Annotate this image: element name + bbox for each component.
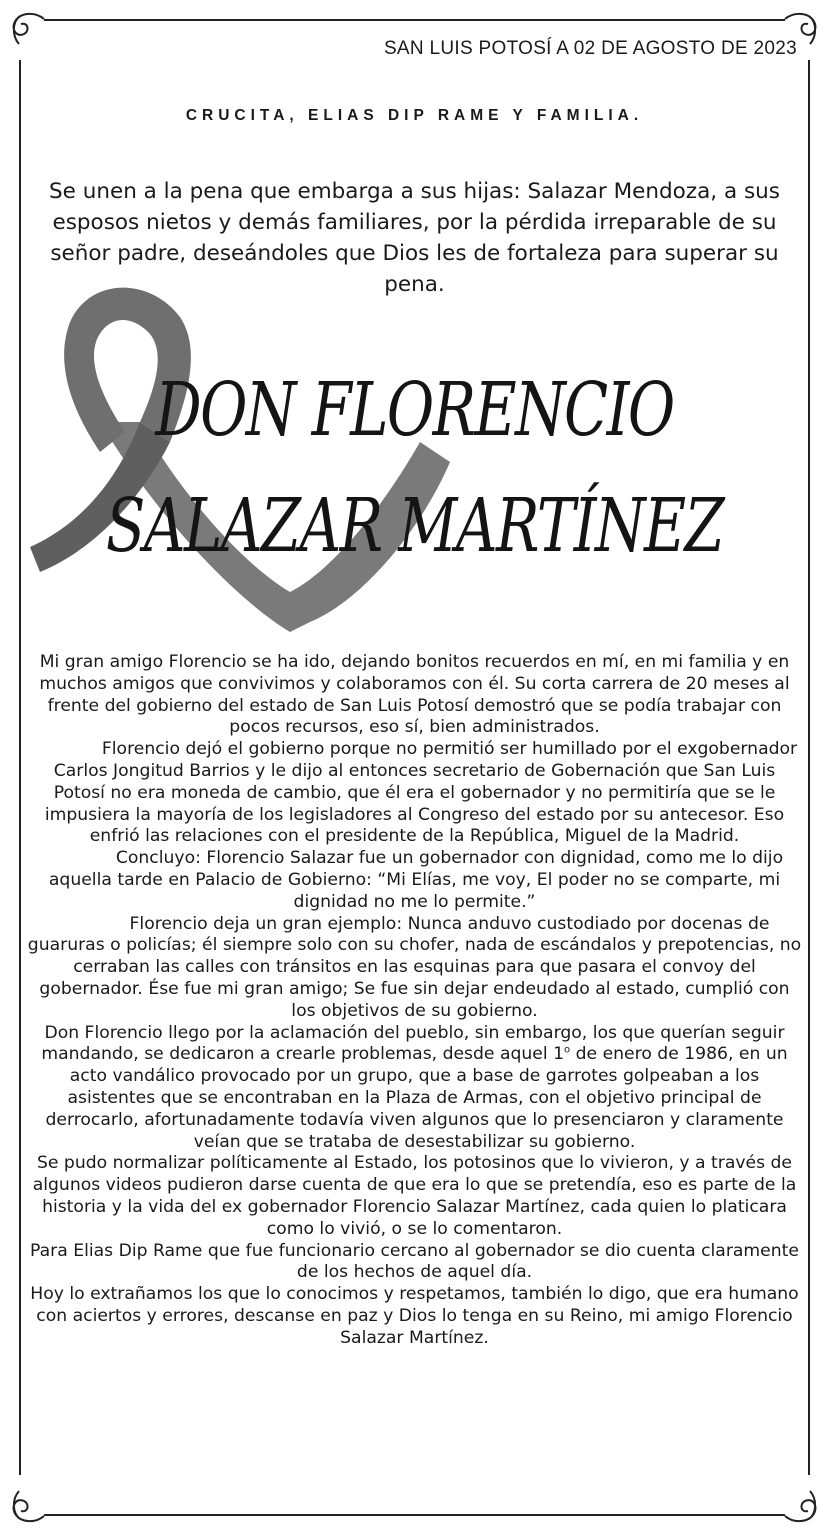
tribute-body	[26, 652, 803, 1350]
date-line: SAN LUIS POTOSÍ A 02 DE AGOSTO DE 2023	[383, 38, 797, 59]
frame-bottom-line	[44, 1514, 785, 1516]
deceased-name-line-2: SALAZAR MARTÍNEZ	[105, 483, 724, 569]
condolence-intro: Se unen a la pena que embarga a sus hijas: Salazar Mendoza, a sus esposos nietos y demás familiares, por la pérdida irreparable de su señor padre, deseándoles que Dios les de fortaleza para superar su pena.	[49, 179, 780, 297]
tribute-paragraph: Hoy lo extrañamos los que lo conocimos y respetamos, también lo digo, que era humano con aciertos y errores, descanse en paz y Dios lo tenga en su Reino, mi amigo Florencio Salazar Martínez.	[30, 1284, 799, 1348]
ordinal-superscript: o	[564, 1044, 571, 1056]
tribute-paragraph: Florencio dejó el gobierno porque no permitió ser humillado por el exgobernador Carlos Jongitud Barrios y le dijo al entonces secretario de Gobernación que San Luis Potosí no era moneda de cambio, que él era el gobernador y no permitiría que se le impusiera la mayoría de los legisladores al Congreso del estado por su antecesor. Eso enfrió las relaciones con el presidente de la República, Miguel de la Madrid.	[44, 739, 798, 847]
corner-ornament-bottom-right	[775, 1481, 827, 1533]
sender-family-line: CRUCITA, ELIAS DIP RAME Y FAMILIA.	[185, 107, 644, 124]
tribute-paragraph: Se pudo normalizar políticamente al Estado, los potosinos que lo vivieron, y a través de algunos videos pudieron darse cuenta de que era lo que se pretendía, eso es parte de la historia y la vida del ex gobernador Florencio Salazar Martínez, cada quien lo platicara como lo vivió, o se lo comentaron.	[32, 1153, 797, 1239]
frame-right-line	[808, 60, 810, 1475]
tribute-paragraph: Concluyo: Florencio Salazar fue un gobernador con dignidad, como me lo dijo aquella tarde en Palacio de Gobierno: “Mi Elías, me voy, El poder no se comparte, mi dignidad no me lo permite.”	[48, 848, 784, 912]
tribute-paragraph: Florencio deja un gran ejemplo: Nunca anduvo custodiado por docenas de guaruras o policías; él siempre solo con su chofer, nada de escándalos y prepotencias, no cerraban las calles con tránsitos en las esquinas para que pasara el convoy del gobernador. Ése fue mi gran amigo; Se fue sin dejar endeudado al estado, cumplió con los objetivos de su gobierno.	[27, 913, 802, 1021]
frame-top-line	[44, 19, 785, 21]
corner-ornament-bottom-left	[2, 1481, 54, 1533]
deceased-name	[0, 352, 829, 584]
paragraph-text: de enero de 1986, en un acto vandálico provocado por un grupo, que a base de garrotes golpeaban a los asistentes que se encontraban en la Plaza de Armas, con el objetivo principal de derrocarlo, afortunadamente todavía viven algunos que lo presenciaron y claramente veían que se trataba de desestabilizar su gobierno.	[45, 1044, 788, 1152]
frame-left-line	[19, 60, 21, 1475]
tribute-paragraph: Mi gran amigo Florencio se ha ido, dejando bonitos recuerdos en mí, en mi familia y en muchos amigos que convivimos y colaboramos con él. Su corta carrera de 20 meses al frente del gobierno del estado de San Luis Potosí demostró que se podía trabajar con pocos recursos, eso sí, bien administrados.	[39, 652, 790, 738]
deceased-name-line-1: DON FLORENCIO	[155, 367, 674, 453]
tribute-paragraph	[26, 1023, 803, 1154]
tribute-paragraph: Para Elias Dip Rame que fue funcionario cercano al gobernador se dio cuenta claramente de los hechos de aquel día.	[30, 1240, 799, 1283]
corner-ornament-top-left	[2, 2, 54, 54]
paragraph-text: Don Florencio llego por la aclamación del pueblo, sin embargo, los que querían seguir mandando, se dedicaron a crearle problemas, desde aquel 1	[41, 1022, 785, 1065]
